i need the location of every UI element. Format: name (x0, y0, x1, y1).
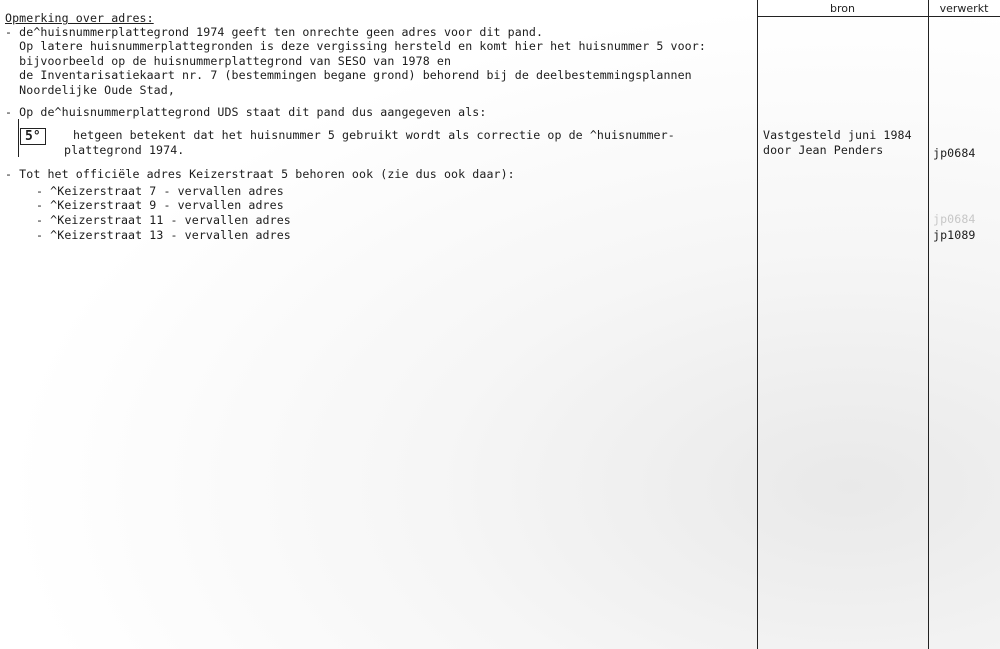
list-item: - ^Keizerstraat 9 - vervallen adres (36, 198, 284, 212)
column-header-rule (757, 16, 1000, 17)
paragraph-line: de Inventarisatiekaart nr. 7 (bestemmingen begane grond) behorend bij de deelbestemmingsplannen (5, 68, 692, 82)
remark-heading: Opmerking over adres: (5, 11, 154, 25)
bron-source-line: door Jean Penders (763, 143, 884, 157)
paragraph-line: plattegrond 1974. (64, 143, 185, 157)
list-item: - ^Keizerstraat 11 - vervallen adres (36, 213, 291, 227)
paragraph-line: Noordelijke Oude Stad, (5, 83, 175, 97)
bron-source-line: Vastgesteld juni 1984 (763, 128, 912, 142)
verwerkt-column-divider (928, 0, 929, 649)
margin-bracket (18, 119, 19, 157)
paragraph-line: - Op de^huisnummerplattegrond UDS staat dit pand dus aangegeven als: (5, 105, 487, 119)
verwerkt-header: verwerkt (939, 2, 989, 15)
verwerkt-entry: jp0684 (933, 146, 976, 160)
verwerkt-entry: jp1089 (933, 228, 976, 242)
list-item: - ^Keizerstraat 7 - vervallen adres (36, 184, 284, 198)
paragraph-line: Op latere huisnummerplattegronden is deze vergissing hersteld en komt hier het huisnummer 5 voor: (5, 39, 706, 53)
paragraph-line: - Tot het officiële adres Keizerstraat 5 behoren ook (zie dus ook daar): (5, 167, 515, 181)
bron-header: bron (830, 2, 855, 15)
bron-column-divider (757, 0, 758, 649)
list-item: - ^Keizerstraat 13 - vervallen adres (36, 228, 291, 242)
paragraph-line: hetgeen betekent dat het huisnummer 5 gebruikt wordt als correctie op de ^huisnummer- (73, 128, 675, 142)
paragraph-line: bijvoorbeeld op de huisnummerplattegrond van SESO van 1978 en (5, 54, 452, 68)
house-number-box: 5° (20, 128, 46, 145)
paragraph-line: - de^huisnummerplattegrond 1974 geeft ten onrechte geen adres voor dit pand. (5, 25, 544, 39)
verwerkt-entry-faded: jp0684 (933, 212, 976, 226)
